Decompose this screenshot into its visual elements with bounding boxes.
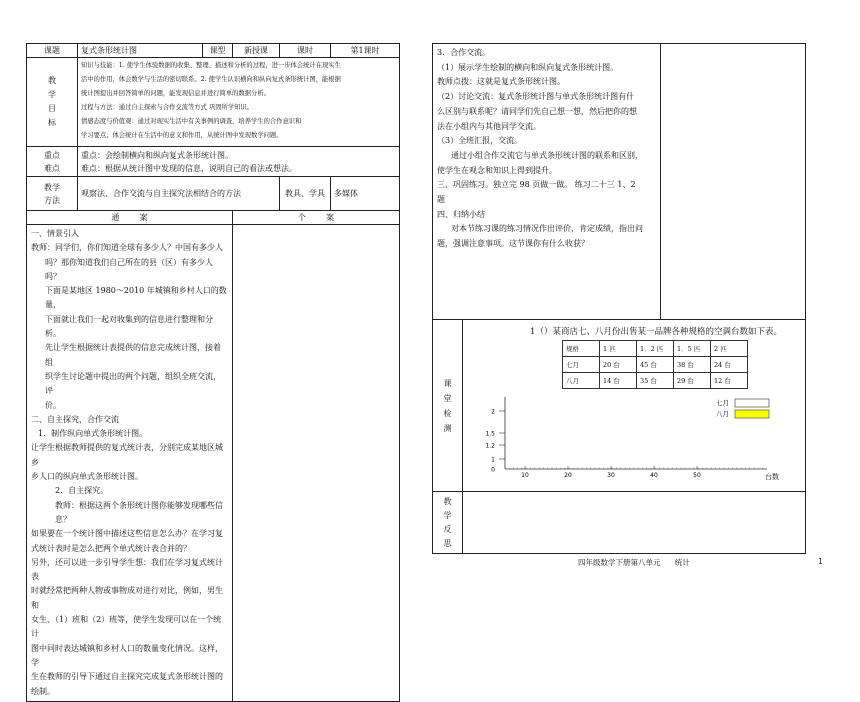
common-plan-body: 一、情景引入 教师：同学们，你们知道全球有多少人？中国有多少人 吗？那你知道我们自己所在的县（区）有多少人吗？ 下面是某地区 1980～2010 年城镇和乡村人口的数量， 下面就让我们一起对收集到的信息进行整理和分析。 先让学生根据统计表提供的信息完成统计图，接着组 织学生讨论题中提出的两个问题，组织全班交流，评 价。 二、自主探究，合作交流 1．制作纵向单式条形统计图。 让学生根据教师提供的复式统计表，分别完成某地区城乡 乡人口的纵向单式条形统计图。 2．自主探究。 教师：根据这两个条形统计图你能够发现哪些信息？ 如果要在一个统计图中描述这些信息怎么办？在学习复 式统计表时是怎么把两个单式统计表合并的？ 另外，还可以进一步引导学生想：我们在学习复式统计表 时就经常把两种人物或事物成对进行对比，例如，男生和 女生、（1）班和（2）班等，使学生发现可以在一个统计 图中同时表达城镇和乡村人口的数量变化情况。这样，学 生在教师的引导下通过自主探究完成复式条形统计图的 绘制。 — [27, 225, 233, 702]
table-header-cell: 1．2 匹 — [637, 341, 674, 357]
y-tick-label: 2 — [491, 408, 495, 416]
objective-line: 学习要点；体会统计在生活中的意义和作用，从统计图中发现数学问题。 — [81, 132, 283, 139]
table-header-cell: 1 匹 — [600, 341, 637, 357]
objective-line: 知识与技能：1. 使学生体验数据的收集、整理、描述和分析的过程，进一步体会统计在现实生 — [81, 62, 341, 69]
lesson-plan-right-table — [432, 43, 806, 554]
x-tick-label: 20 — [564, 472, 572, 479]
table-cell: 35 台 — [637, 373, 674, 389]
period-label: 课时 — [280, 44, 331, 58]
section-heading: 一、情景引入 — [31, 229, 79, 238]
objective-line: 情感态度与价值观：通过对现实生活中有关事例的调查，培养学生的合作意识和 — [81, 118, 302, 125]
lesson-plan-left-table — [26, 43, 400, 702]
table-cell: 七月 — [563, 357, 600, 373]
period-value: 第1课时 — [331, 44, 400, 58]
classroom-check-content — [463, 320, 806, 492]
table-cell: 45 台 — [637, 357, 674, 373]
section-heading: 二、自主探究，合作交流 — [31, 414, 119, 424]
legend-label: 七月 — [716, 399, 729, 407]
x-axis-label: 台数 — [765, 473, 779, 481]
table-header-cell: 规格 — [563, 341, 600, 357]
tools-label: 教具、学具 — [280, 177, 331, 211]
type-value: 新授课 — [233, 44, 280, 58]
x-tick-label: 40 — [650, 472, 658, 479]
legend — [716, 398, 769, 418]
page-number: 1 — [818, 557, 823, 566]
legend-swatch — [735, 399, 769, 407]
legend-label: 八月 — [716, 410, 729, 418]
table-row — [563, 357, 748, 373]
common-plan-body-continued: 3．合作交流。 （1）展示学生绘制的横向和纵向复式条形统计图。 教师点拨：这就是复式条形统计图。 （2）讨论交流：复式条形统计图与单式条形统计图有什 么区别与联系呢？请同学们先自己想一想，然后把你的想 法在小组内与其他同学交流。 （3）全班汇报，交流。 通过小组合作交流它与单式条形统计图的联系和区别， 使学生在观念和知识上得到提升。 三、巩固练习。独立完 98 页做一做。 练习二十三 1、2 题 四、归纳小结 对本节练习课的练习情况作出评价，肯定成绩，指出问 题，强调注意事项。这节课你有什么收获？ — [433, 44, 661, 320]
objectives-content — [78, 58, 400, 147]
y-tick-label: 1 — [491, 456, 495, 464]
x-axis-ticks — [509, 466, 763, 479]
individual-plan-header: 个 案 — [233, 211, 400, 225]
y-tick-label: 1.2 — [485, 442, 495, 450]
section-heading: 三、巩固练习。独立完 98 页做一做。 练习二十三 1、2 — [437, 180, 636, 190]
type-label: 课型 — [203, 44, 233, 58]
objectives-label: 教 学 目 标 — [27, 58, 78, 147]
keypoints-label: 重点 难点 — [27, 147, 78, 177]
methods-label: 教学 方法 — [27, 177, 78, 211]
common-plan-header: 通 案 — [27, 211, 233, 225]
individual-plan-body-continued — [661, 44, 806, 320]
classroom-check-label: 课 堂 检 测 — [433, 320, 463, 492]
y-tick-label: 1.5 — [485, 430, 495, 438]
methods-value: 观察法、合作交流与自主探究法相结合的方法 — [78, 177, 280, 211]
x-tick-label: 50 — [693, 472, 701, 479]
table-cell: 20 台 — [600, 357, 637, 373]
section-heading: 四、归纳小结 — [437, 209, 485, 219]
key-point-line: 重点：会绘制横向和纵向复式条形统计图。 — [81, 150, 233, 160]
objective-line: 过程与方法：通过自主探索与合作交流等方式 巩固所学知识。 — [81, 104, 254, 111]
table-cell: 29 台 — [674, 373, 711, 389]
reflection-content — [463, 492, 806, 554]
table-row — [563, 373, 748, 389]
y-tick-label: 0 — [491, 466, 495, 474]
x-tick-label: 30 — [607, 472, 615, 479]
table-cell: 38 台 — [674, 357, 711, 373]
blank-bar-chart — [467, 393, 797, 481]
individual-plan-body — [233, 225, 400, 702]
objective-line: 活中的作用，体会数学与生活的密切联系。2. 使学生认识横向和纵向复式条形统计图，能根据 — [81, 76, 341, 83]
tools-value: 多媒体 — [331, 177, 400, 211]
x-tick-label: 10 — [521, 472, 529, 479]
difficulty-line: 难点：根据从统计图中发现的信息，说明自己的看法或想法。 — [81, 163, 297, 173]
keypoints-content — [78, 147, 400, 177]
table-cell: 八月 — [563, 373, 600, 389]
legend-swatch — [735, 410, 769, 418]
table-header-cell: 2 匹 — [711, 341, 748, 357]
y-axis-ticks — [485, 409, 505, 474]
table-header-row — [563, 341, 748, 357]
reflection-label: 教 学 反 思 — [433, 492, 463, 554]
table-header-cell: 1．5 匹 — [674, 341, 711, 357]
objective-line: 统计图提出并回答简单的问题，能发现信息并进行简单的数据分析。 — [81, 90, 270, 97]
table-cell: 12 台 — [711, 373, 748, 389]
topic-label: 课题 — [27, 44, 78, 58]
table-cell: 24 台 — [711, 357, 748, 373]
ac-sales-table — [562, 340, 748, 389]
topic-value: 复式条形统计图 — [78, 44, 203, 58]
table-cell: 14 台 — [600, 373, 637, 389]
page-footer: 四年级数学下册第八单元 统计 — [578, 558, 690, 567]
check-question: 1（）某商店七、八月份出售某一品牌各种规格的空调台数如下表。 — [530, 327, 782, 337]
